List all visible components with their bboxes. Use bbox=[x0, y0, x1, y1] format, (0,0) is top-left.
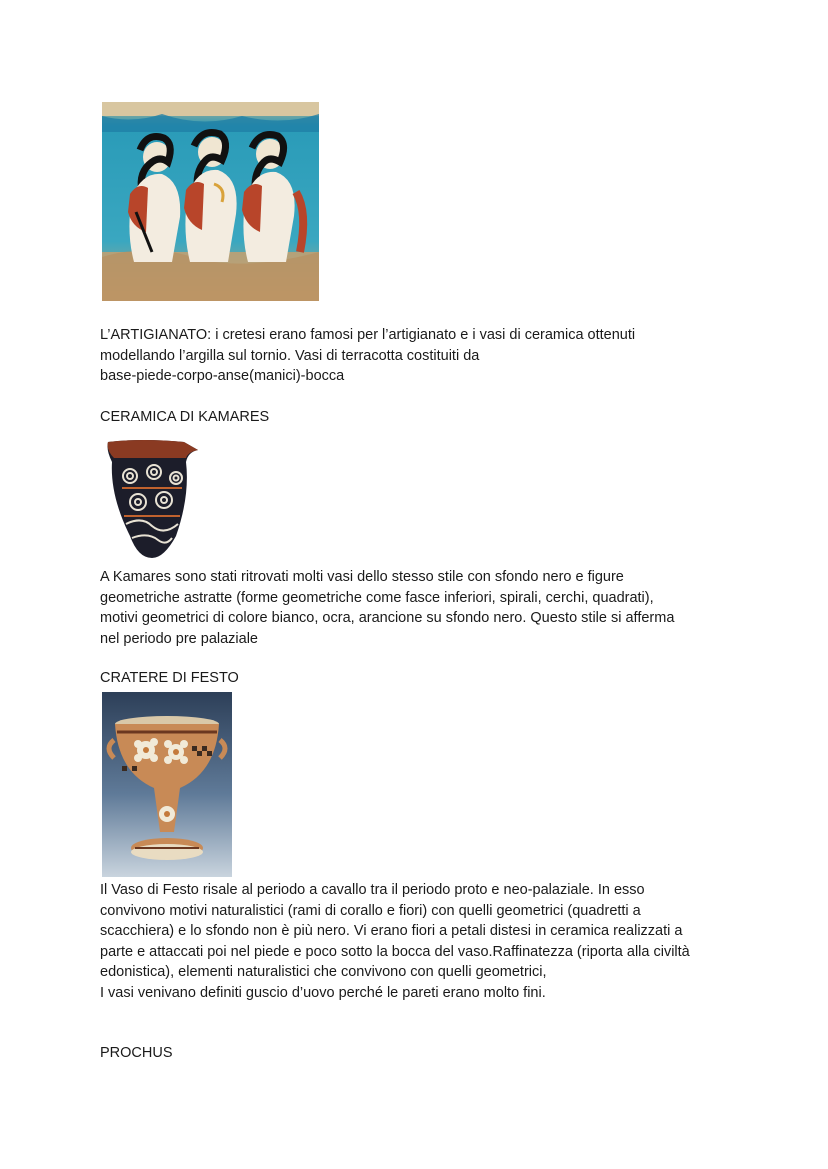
kamares-vase-image bbox=[102, 436, 202, 560]
text-line: parte e attaccati poi nel piede e poco sotto la bocca del vaso.Raffinatezza (riporta alla civiltà bbox=[100, 943, 690, 960]
fresco-image bbox=[102, 102, 319, 301]
text-line: edonistica), elementi naturalistici che convivono con quelli geometrici, bbox=[100, 964, 547, 980]
text-line: Il Vaso di Festo risale al periodo a cavallo tra il periodo proto e neo-palaziale. In esso bbox=[100, 882, 645, 898]
kamares-heading: CERAMICA DI KAMARES bbox=[100, 409, 270, 425]
festo-heading: CRATERE DI FESTO bbox=[100, 670, 239, 686]
prochus-heading: PROCHUS bbox=[100, 1045, 173, 1061]
text-line: L’ARTIGIANATO: i cretesi erano famosi per l’artigianato e i vasi di ceramica ottenuti bbox=[100, 327, 636, 343]
text-line: modellando l’argilla sul tornio. Vasi di terracotta costituiti da bbox=[100, 347, 480, 364]
artigianato-paragraph bbox=[100, 325, 730, 387]
festo-paragraph bbox=[100, 880, 730, 1003]
text-line: A Kamares sono stati ritrovati molti vasi dello stesso stile con sfondo nero e figure bbox=[100, 569, 624, 585]
text-line: scacchiera) e lo sfondo non è più nero. Vi erano fiori a petali distesi in ceramica realizzati a bbox=[100, 923, 683, 939]
kamares-paragraph bbox=[100, 567, 730, 649]
text-line: base-piede-corpo-anse(manici)-bocca bbox=[100, 368, 345, 384]
text-line: geometriche astratte (forme geometriche come fasce inferiori, spirali, cerchi, quadrati), bbox=[100, 589, 654, 606]
festo-crater-image bbox=[102, 692, 232, 877]
text-line: I vasi venivano definiti guscio d’uovo perché le pareti erano molto fini. bbox=[100, 984, 546, 1001]
text-line: motivi geometrici di colore bianco, ocra, arancione su sfondo nero. Questo stile si afferma bbox=[100, 610, 675, 626]
text-line: nel periodo pre palaziale bbox=[100, 630, 258, 647]
text-line: convivono motivi naturalistici (rami di corallo e fiori) con quelli geometrici (quadretti a bbox=[100, 902, 641, 919]
